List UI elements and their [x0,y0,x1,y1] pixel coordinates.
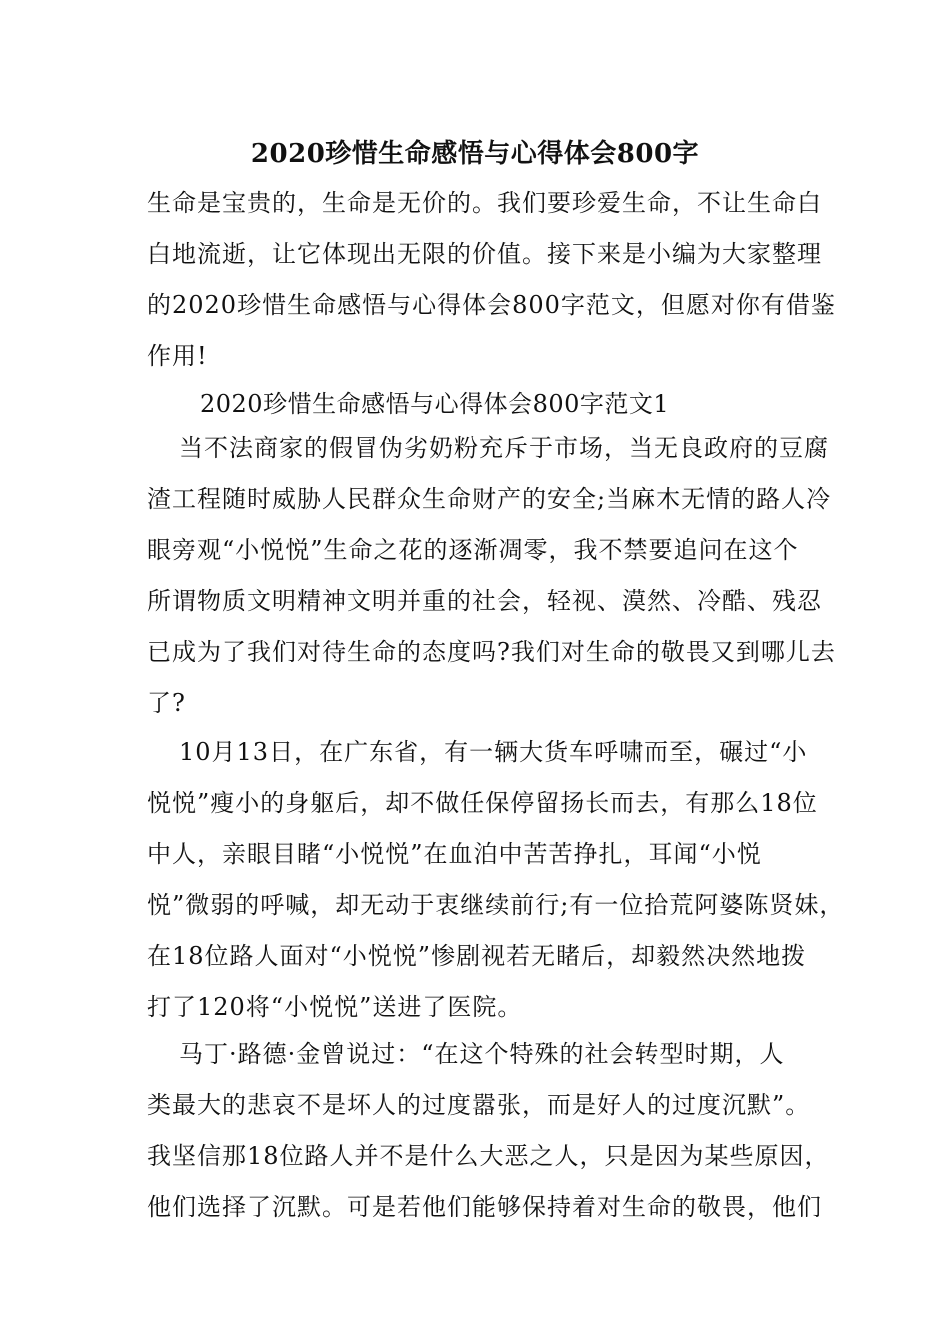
section-subheading: 2020珍惜生命感悟与心得体会800字范文1 [200,390,670,418]
paragraph-line: 他们选择了沉默。可是若他们能够保持着对生命的敬畏，他们 [147,1193,822,1221]
intro-line: 的2020珍惜生命感悟与心得体会800字范文，但愿对你有借鉴 [147,291,836,319]
document-title: 2020珍惜生命感悟与心得体会800字 [250,139,700,169]
paragraph-line: 眼旁观“小悦悦”生命之花的逐渐凋零，我不禁要追问在这个 [147,536,799,564]
intro-paragraph [147,178,836,382]
intro-line: 生命是宝贵的，生命是无价的。我们要珍爱生命，不让生命白 [147,189,822,217]
paragraph-line: 马丁·路德·金曾说过：“在这个特殊的社会转型时期，人 [179,1040,785,1068]
paragraph-1 [147,423,836,729]
paragraph-line: 10月13日，在广东省，有一辆大货车呼啸而至，碾过“小 [179,738,808,766]
paragraph-line: 当不法商家的假冒伪劣奶粉充斥于市场，当无良政府的豆腐 [179,434,829,462]
intro-line: 作用! [147,342,208,370]
paragraph-line: 悦悦”瘦小的身躯后，却不做任保停留扬长而去，有那么18位 [147,789,818,817]
paragraph-line: 打了120将“小悦悦”送进了医院。 [147,993,523,1021]
paragraph-2 [147,727,845,1033]
paragraph-line: 类最大的悲哀不是坏人的过度嚣张，而是好人的过度沉默”。 [147,1091,811,1119]
paragraph-line: 在18位路人面对“小悦悦”惨剧视若无睹后，却毅然决然地拨 [147,942,807,970]
paragraph-line: 了? [147,689,186,717]
intro-line: 白地流逝，让它体现出无限的价值。接下来是小编为大家整理 [147,240,822,268]
paragraph-line: 中人，亲眼目睹“小悦悦”在血泊中苦苦挣扎，耳闻“小悦 [147,840,762,868]
paragraph-line: 我坚信那18位路人并不是什么大恶之人，只是因为某些原因， [147,1142,830,1170]
paragraph-line: 已成为了我们对待生命的态度吗?我们对生命的敬畏又到哪儿去 [147,638,836,666]
paragraph-line: 悦”微弱的呼喊，却无动于衷继续前行;有一位拾荒阿婆陈贤妹， [147,891,845,919]
paragraph-line: 渣工程随时威胁人民群众生命财产的安全;当麻木无情的路人冷 [147,485,832,513]
paragraph-3 [147,1029,830,1233]
paragraph-line: 所谓物质文明精神文明并重的社会，轻视、漠然、冷酷、残忍 [147,587,822,615]
